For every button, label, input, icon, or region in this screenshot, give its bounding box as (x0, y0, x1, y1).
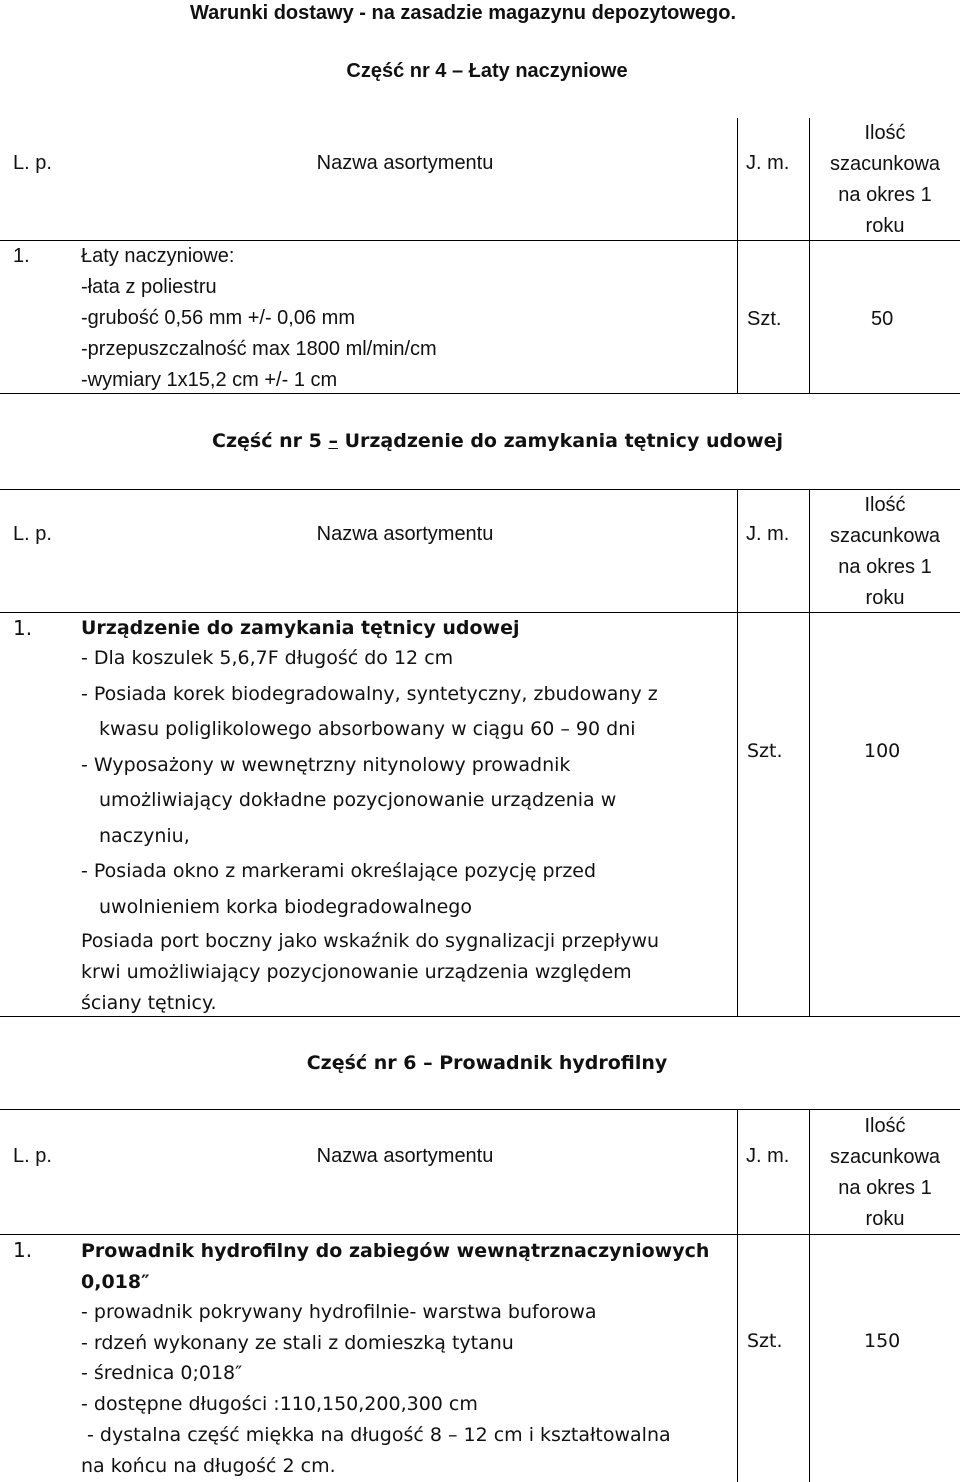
row-line: -wymiary 1x15,2 cm +/- 1 cm (81, 369, 338, 391)
row-line: - Posiada okno z markerami określające pozycję przed (81, 860, 597, 882)
row-line: kwasu poliglikolowego absorbowany w ciągu 60 – 90 dni (99, 718, 636, 740)
row-line: - prowadnik pokrywany hydrofilnie- warstwa buforowa (81, 1301, 597, 1323)
row-line: - Posiada korek biodegradowalny, syntetyczny, zbudowany z (81, 682, 658, 705)
column-header-unit: J. m. (746, 523, 790, 545)
section-4-title: Część nr 4 – Łaty naczyniowe (346, 60, 628, 82)
row-line: - średnica 0;018″ (81, 1362, 243, 1385)
row-line: umożliwiający dokładne pozycjonowanie urządzenia w (99, 789, 617, 811)
row-unit: Szt. (747, 1330, 783, 1352)
column-header-name: Nazwa asortymentu (316, 1145, 494, 1167)
row-unit: Szt. (747, 308, 782, 330)
row-description (81, 641, 658, 925)
row-line: Posiada port boczny jako wskaźnik do sygnalizacji przepływu (81, 930, 660, 952)
row-lp: 1. (13, 245, 30, 267)
column-header-name: Nazwa asortymentu (316, 523, 494, 545)
row-line: -przepuszczalność max 1800 ml/min/cm (81, 338, 437, 360)
column-header-lp: L. p. (13, 523, 52, 545)
row-line: - rdzeń wykonany ze stali z domieszką tytanu (81, 1331, 514, 1354)
column-header-unit: J. m. (746, 1145, 790, 1167)
row-description-tail (81, 926, 659, 1019)
section-5-title: Część nr 5 – Urządzenie do zamykania tętnicy udowej (212, 430, 784, 452)
row-description (81, 241, 437, 396)
row-unit: Szt. (747, 740, 783, 762)
row-line: - dystalna część miękka na długość 8 – 12 cm i kształtowalna (81, 1423, 671, 1446)
row-title: Urządzenie do zamykania tętnicy udowej (81, 617, 520, 639)
row-line: - Dla koszulek 5,6,7F długość do 12 cm (81, 647, 454, 669)
column-header-qty: Ilość szacunkowa na okres 1 roku (829, 122, 941, 237)
row-line: naczyniu, (99, 824, 190, 847)
row-description (81, 1297, 671, 1481)
row-line: -łata z poliestru (81, 276, 217, 298)
row-line: uwolnieniem korka biodegradowalnego (99, 895, 472, 918)
column-header-name: Nazwa asortymentu (316, 152, 494, 174)
row-lp: 1. (13, 616, 33, 640)
section-6-title: Część nr 6 – Prowadnik hydrofilny (306, 1052, 668, 1074)
row-line: - Wyposażony w wewnętrzny nitynolowy prowadnik (81, 753, 571, 776)
column-header-qty: Ilość szacunkowa na okres 1 roku (829, 1115, 941, 1230)
column-header-unit: J. m. (746, 152, 790, 174)
row-qty: 50 (871, 308, 894, 330)
row-line: -grubość 0,56 mm +/- 0,06 mm (81, 307, 355, 329)
row-qty: 100 (864, 740, 901, 762)
row-title: Łaty naczyniowe: (81, 245, 235, 267)
row-qty: 150 (864, 1330, 901, 1352)
column-header-qty: Ilość szacunkowa na okres 1 roku (829, 494, 941, 609)
row-line: krwi umożliwiający pozycjonowanie urządzenia względem (81, 961, 632, 983)
delivery-terms: Warunki dostawy - na zasadzie magazynu depozytowego. (190, 2, 737, 24)
column-header-lp: L. p. (13, 152, 52, 174)
row-line: ściany tętnicy. (81, 992, 217, 1014)
row-line: na końcu na długość 2 cm. (81, 1454, 336, 1477)
row-title: Prowadnik hydrofilny do zabiegów wewnątrznaczyniowych 0,018″ (81, 1240, 710, 1293)
row-line: - dostępne długości :110,150,200,300 cm (81, 1393, 478, 1416)
column-header-lp: L. p. (13, 1145, 52, 1167)
row-lp: 1. (13, 1238, 33, 1262)
